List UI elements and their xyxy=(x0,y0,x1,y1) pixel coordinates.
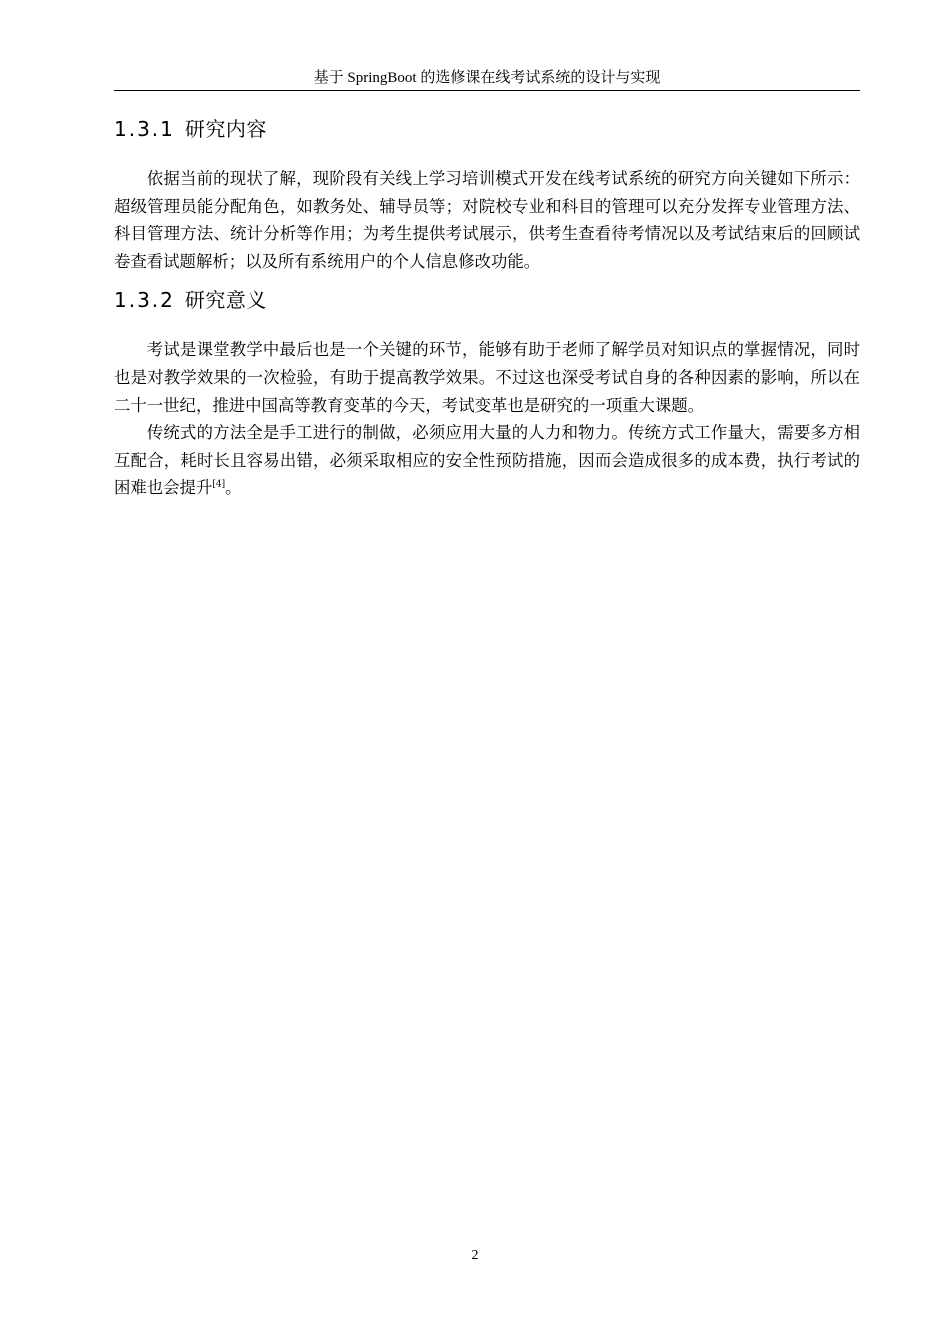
page-body xyxy=(114,112,860,502)
paragraph-significance-1: 考试是课堂教学中最后也是一个关键的环节，能够有助于老师了解学员对知识点的掌握情况，同时也是对教学效果的一次检验，有助于提高教学效果。不过这也深受考试自身的各种因素的影响，所以在二十一世纪，推进中国高等教育变革的今天，考试变革也是研究的一项重大课题。 xyxy=(114,340,860,415)
paragraph-text: 传统式的方法全是手工进行的制做，必须应用大量的人力和物力。传统方式工作量大，需要多方相互配合，耗时长且容易出错，必须采取相应的安全性预防措施，因而会造成很多的成本费，执行考试的困难也会提升 xyxy=(114,423,860,498)
section-title: 研究意义 xyxy=(184,288,267,313)
section-title: 研究内容 xyxy=(184,117,267,141)
paragraph-end-punct: 。 xyxy=(225,478,242,498)
paragraph-significance-2 xyxy=(114,419,860,502)
paragraph-research-content: 依据当前的现状了解，现阶段有关线上学习培训模式开发在线考试系统的研究方向关键如下所示：超级管理员能分配角色，如教务处、辅导员等；对院校专业和科目的管理可以充分发挥专业管理方法、科目管理方法、统计分析等作用；为考生提供考试展示，供考生查看待考情况以及考试结束后的回顾试卷查看试题解析；以及所有系统用户的个人信息修改功能。 xyxy=(114,169,860,271)
page-number: 2 xyxy=(471,1248,479,1263)
running-header: 基于 SpringBoot 的选修课在线考试系统的设计与实现 xyxy=(313,70,661,86)
citation-reference: [4] xyxy=(212,479,226,490)
header-divider xyxy=(114,90,860,91)
section-number: 1.3.1 xyxy=(114,117,175,141)
section-number: 1.3.2 xyxy=(114,288,175,313)
section-heading-research-significance xyxy=(114,283,860,317)
section-heading-research-content xyxy=(114,112,860,146)
